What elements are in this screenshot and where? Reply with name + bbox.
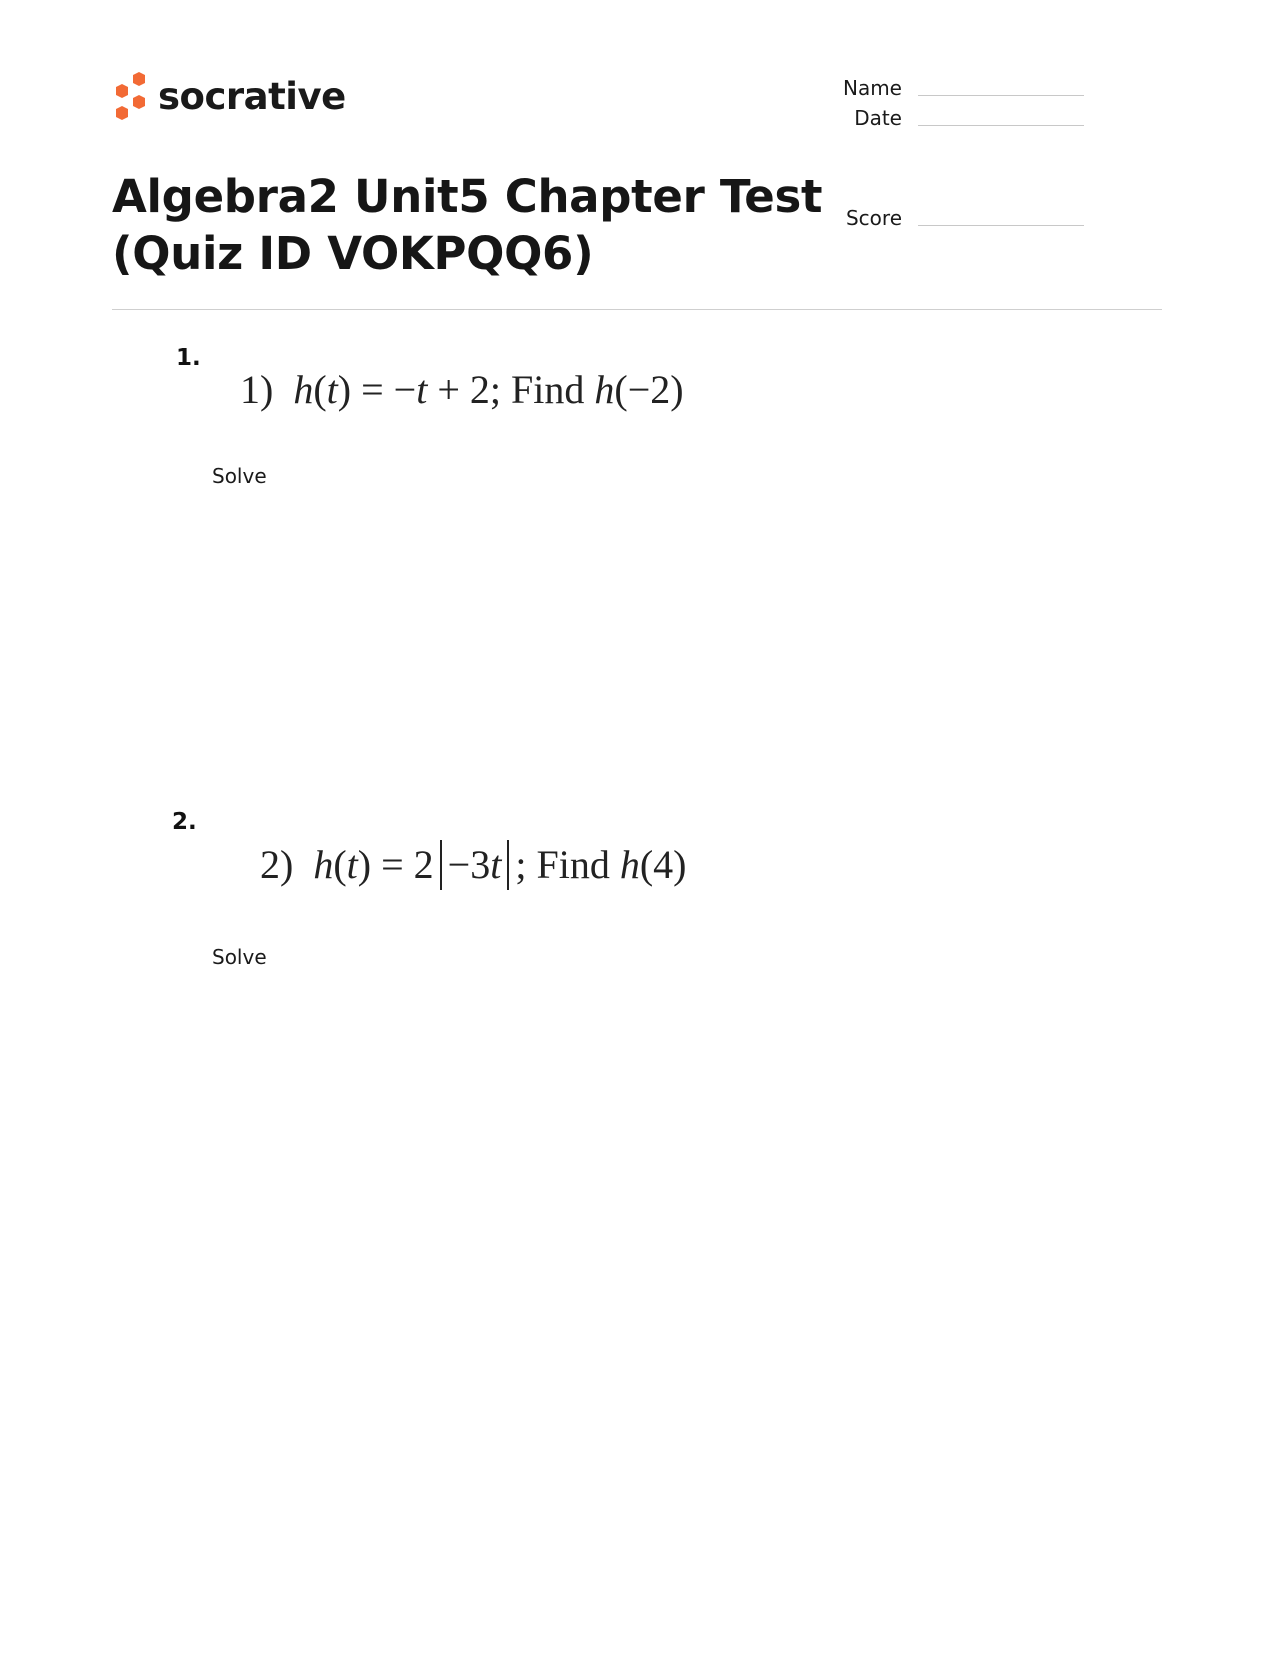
header-divider (112, 309, 1162, 310)
equation-function: h (293, 367, 314, 412)
equation-argument: (4) (639, 842, 687, 887)
equation-text: + 2; Find (427, 367, 595, 412)
equation-variable: t (416, 367, 428, 412)
answer-label: Solve (212, 464, 267, 488)
score-field[interactable] (824, 206, 1084, 230)
answer-label: Solve (212, 945, 267, 969)
equation-function: h (594, 367, 615, 412)
score-line[interactable] (918, 225, 1084, 226)
question-equation: 2) h(t) = 2 −3t ; Find h(4) (260, 840, 686, 890)
score-label: Score (845, 206, 902, 230)
equation-prefix: 2) (260, 842, 294, 887)
absolute-bar (507, 840, 509, 890)
page-title: Algebra2 Unit5 Chapter Test (Quiz ID VOKPQQ6) (112, 170, 823, 280)
absolute-bar (440, 840, 442, 890)
name-line[interactable] (918, 95, 1084, 96)
equation-prefix: 1) (240, 367, 274, 412)
name-field[interactable] (824, 76, 1084, 100)
question-equation: 1) h(t) = −t + 2; Find h(−2) (240, 367, 684, 412)
socrative-logo (112, 72, 346, 120)
question-number: 1. (176, 345, 201, 371)
equation-variable: t (346, 842, 358, 887)
equation-argument: (−2) (614, 367, 684, 412)
equation-function: h (313, 842, 334, 887)
name-label: Name (842, 76, 902, 100)
equation-variable: t (490, 842, 502, 887)
brand-name: socrative (158, 74, 346, 118)
equation-text: = 2 (381, 842, 434, 887)
equation-text: ; Find (515, 842, 620, 887)
equation-text: = − (361, 367, 417, 412)
equation-variable: t (326, 367, 338, 412)
question-number: 2. (172, 809, 197, 835)
equation-function: h (619, 842, 640, 887)
date-field[interactable] (824, 106, 1084, 130)
socrative-hex-icon (112, 72, 150, 120)
date-line[interactable] (918, 125, 1084, 126)
equation-text: −3 (447, 842, 491, 887)
date-label: Date (854, 106, 902, 130)
